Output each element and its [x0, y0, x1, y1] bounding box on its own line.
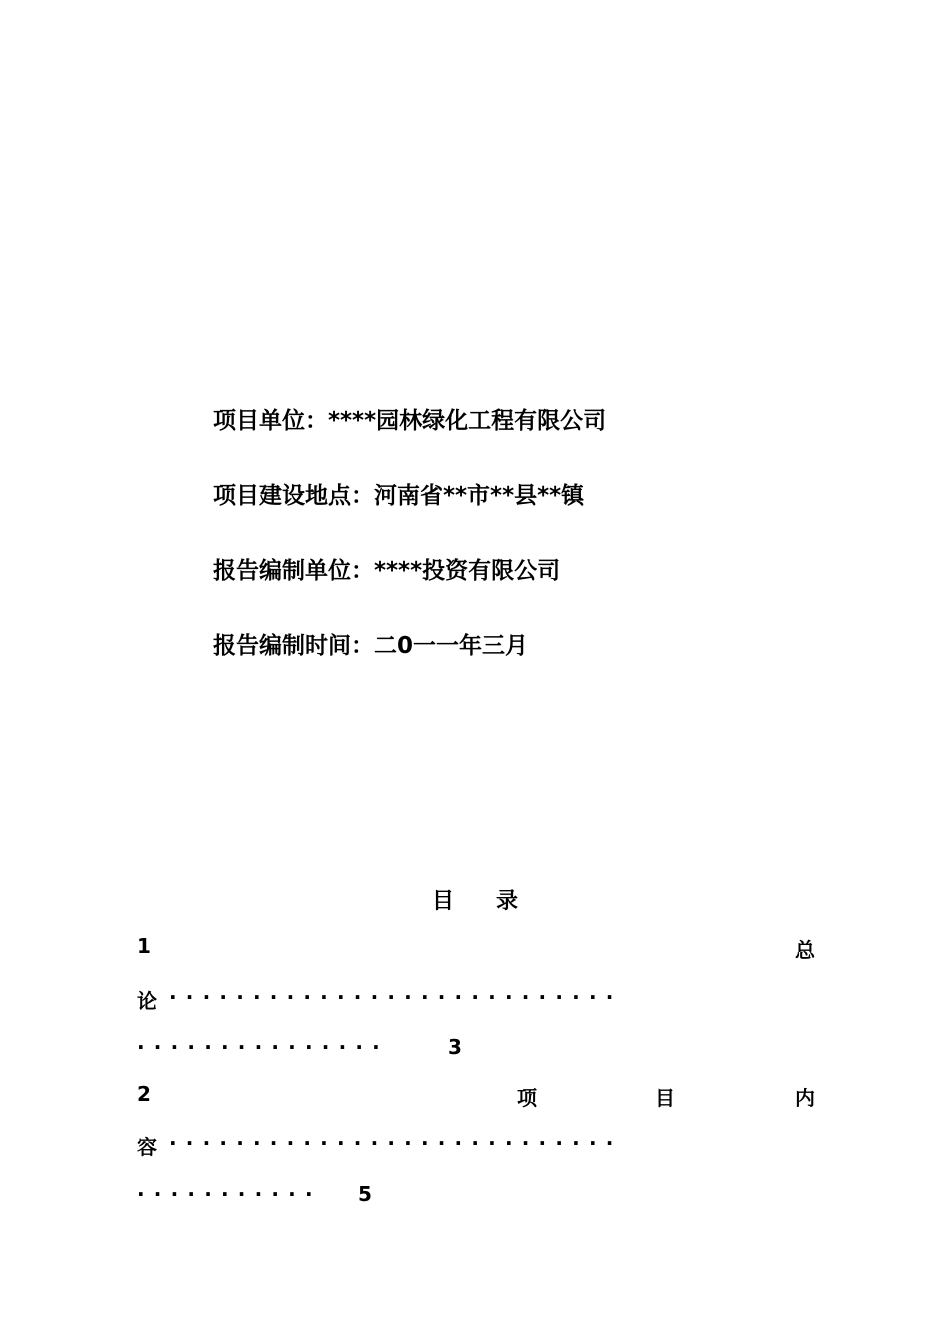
toc-entry-2-leader-2: ··········· — [137, 1182, 322, 1206]
toc-entry-2-row-3[interactable] — [137, 1182, 815, 1208]
toc-entry-1-page: 3 — [448, 1035, 462, 1059]
toc-entry-1-row-1[interactable] — [137, 934, 815, 960]
toc-entry-2-page: 5 — [358, 1182, 372, 1206]
toc-entry-1-row-3[interactable] — [137, 1035, 815, 1061]
toc-entry-1-leader-2: ··············· — [137, 1035, 389, 1059]
toc-entry-2-char-3: 内 — [795, 1086, 815, 1110]
toc-entry-2-row-2[interactable] — [137, 1131, 815, 1157]
toc-title-part-b: 录 — [496, 889, 519, 914]
toc-entry-2-char-4: 容 — [137, 1135, 157, 1159]
toc-entry-2-leader-1: ··························· — [169, 1131, 623, 1155]
toc-entry-1-number: 1 — [137, 934, 151, 958]
report-unit-line: 报告编制单位：****投资有限公司 — [213, 558, 561, 584]
toc-entry-2-char-1: 项 — [517, 1086, 537, 1110]
toc-entry-2-number: 2 — [137, 1082, 151, 1106]
toc-entry-1-char-2: 论 — [137, 989, 157, 1013]
toc-title-part-a: 目 — [431, 889, 454, 914]
toc-title — [0, 884, 950, 915]
project-location-line: 项目建设地点：河南省**市**县**镇 — [213, 483, 585, 509]
toc-entry-1-leader-1: ··························· — [169, 985, 623, 1009]
toc-entry-2-char-2: 目 — [655, 1086, 675, 1110]
toc-entry-1-char-1: 总 — [795, 938, 815, 962]
report-time-line: 报告编制时间：二0一一年三月 — [213, 633, 529, 659]
toc-entry-1-row-2[interactable] — [137, 985, 815, 1011]
toc-entry-2-row-1[interactable] — [137, 1082, 815, 1108]
project-unit-line: 项目单位：****园林绿化工程有限公司 — [213, 408, 607, 434]
